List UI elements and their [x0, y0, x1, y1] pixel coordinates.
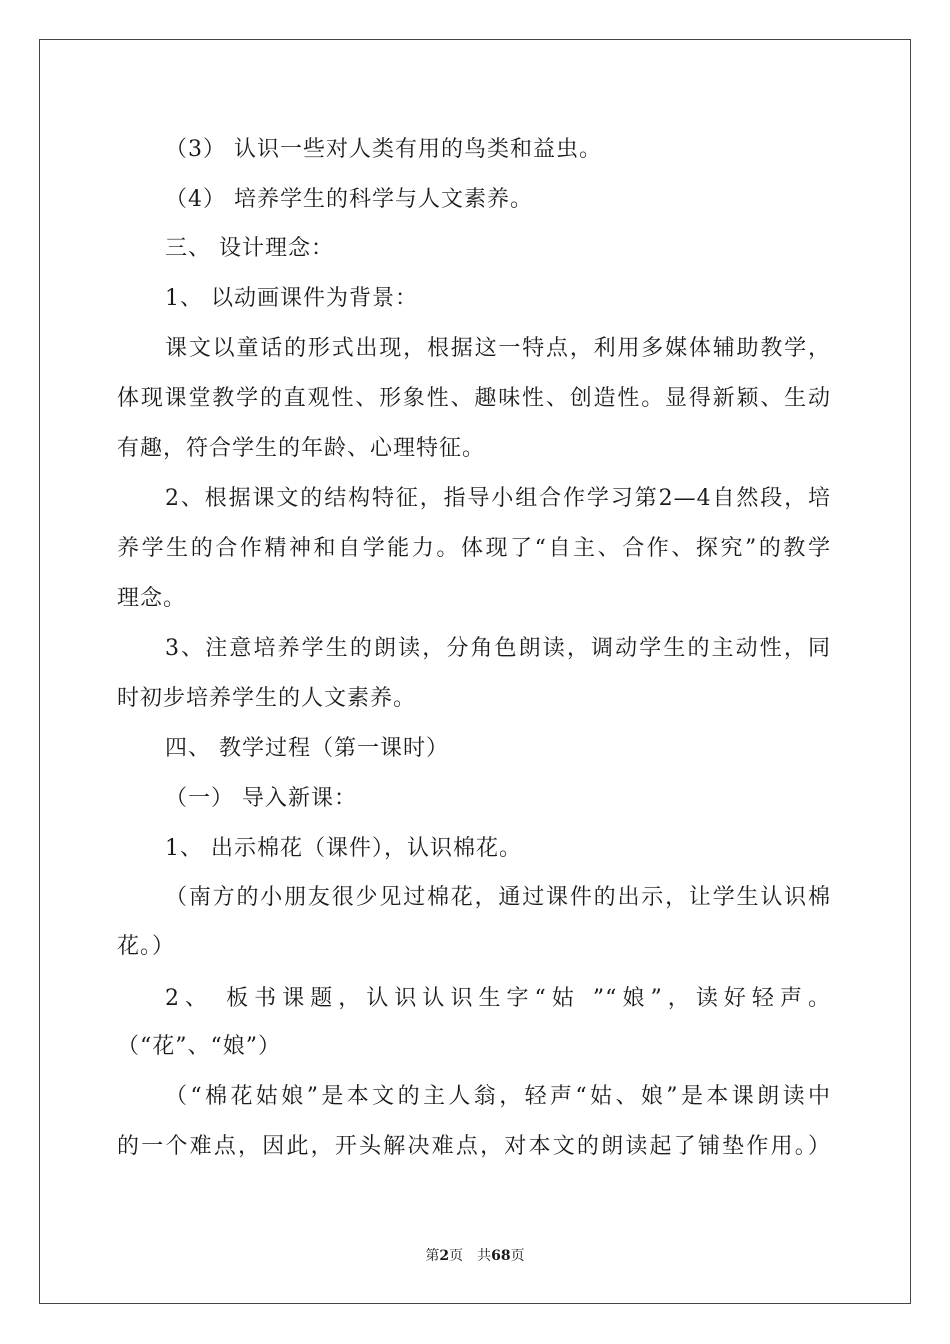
list-item: 1、 出示棉花（课件），认识棉花。 [165, 836, 522, 861]
page-border [39, 39, 911, 1304]
list-item: （3） 认识一些对人类有用的鸟类和益虫。 [165, 137, 602, 162]
paragraph-line: 2、根据课文的结构特征，指导小组合作学习第2—4自然段，培 [165, 486, 831, 511]
paragraph-line: 的一个难点，因此，开头解决难点，对本文的朗读起了铺垫作用。） [117, 1134, 831, 1159]
paragraph-line: 花。） [117, 934, 176, 959]
total-pages: 68 [491, 1248, 511, 1264]
section-heading: 三、 设计理念： [165, 236, 334, 261]
paragraph-line: （“花”、“娘”） [117, 1034, 281, 1059]
total-label-suffix: 页 [510, 1248, 525, 1264]
subsection-heading: 1、 以动画课件为背景： [165, 286, 418, 311]
paragraph-line: 2、 板书课题，认识认识生字“姑 ”“娘”，读好轻声。 [165, 986, 831, 1011]
paragraph-line: 3、注意培养学生的朗读，分角色朗读，调动学生的主动性，同 [165, 636, 831, 661]
paragraph-line: 有趣，符合学生的年龄、心理特征。 [117, 436, 486, 461]
list-item: （4） 培养学生的科学与人文素养。 [165, 187, 533, 212]
page-number: 2 [439, 1248, 450, 1264]
subsection-heading: （一） 导入新课： [165, 786, 357, 811]
total-label-prefix: 共 [477, 1248, 492, 1264]
paragraph-line: （南方的小朋友很少见过棉花，通过课件的出示，让学生认识棉 [165, 885, 831, 910]
page-footer [0, 1247, 950, 1265]
section-heading: 四、 教学过程（第一课时） [165, 736, 449, 761]
page-label-suffix: 页 [449, 1248, 464, 1264]
paragraph-line: 课文以童话的形式出现，根据这一特点，利用多媒体辅助教学， [165, 336, 831, 361]
paragraph-line: 理念。 [117, 586, 187, 611]
paragraph-line: 养学生的合作精神和自学能力。体现了“自主、合作、探究”的教学 [117, 536, 831, 561]
page-label-prefix: 第 [425, 1248, 440, 1264]
paragraph-line: 体现课堂教学的直观性、形象性、趣味性、创造性。显得新颖、生动 [117, 386, 831, 411]
paragraph-line: 时初步培养学生的人文素养。 [117, 686, 417, 711]
paragraph-line: （“棉花姑娘”是本文的主人翁，轻声“姑、娘”是本课朗读中 [165, 1084, 831, 1109]
